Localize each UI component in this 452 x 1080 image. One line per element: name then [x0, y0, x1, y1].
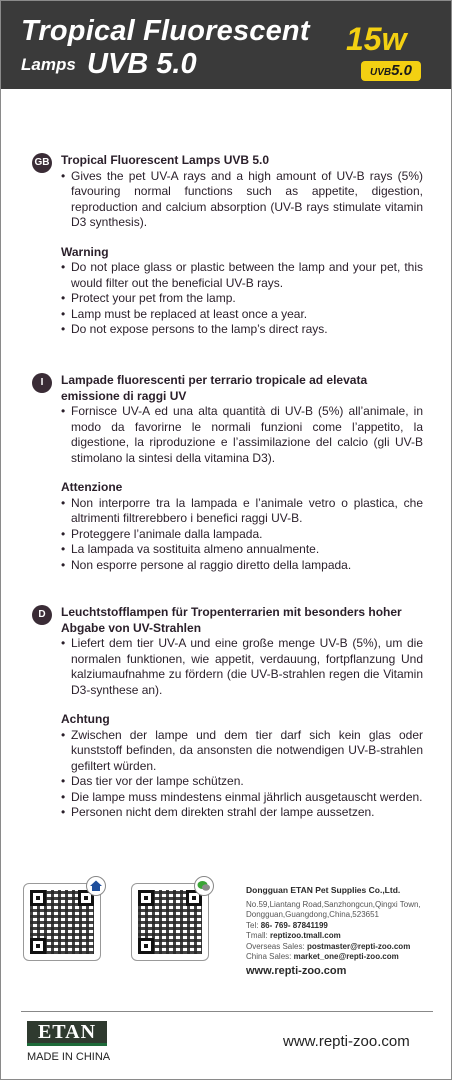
- language-badge-gb: GB: [32, 153, 52, 173]
- header-banner: [1, 1, 452, 89]
- etan-logo: ETAN: [27, 1021, 107, 1046]
- list-item: • Non esporre persone al raggio diretto della lampada.: [61, 558, 423, 574]
- company-china: [246, 952, 446, 963]
- uvb-badge-small: UVB: [370, 67, 392, 78]
- list-item: • Personen nicht dem direkten strahl der lampe aussetzen.: [61, 805, 423, 821]
- tel-label: Tel:: [246, 920, 259, 930]
- company-address-line2: Dongguan,Guangdong,China,523651: [246, 910, 380, 919]
- list-item: • Non interporre tra la lampada e l’animale vetro o plastica, che altrimenti filtrerebbero i benefici raggi UV-B.: [61, 496, 423, 527]
- list-item: • Do not expose persons to the lamp’s direct rays.: [61, 322, 423, 338]
- warning-list: [61, 496, 423, 574]
- china-email[interactable]: market_one@repti-zoo.com: [293, 952, 399, 961]
- warning-list: [61, 728, 423, 821]
- warning-list: [61, 260, 423, 338]
- footer-website-link[interactable]: www.repti-zoo.com: [283, 1033, 410, 1050]
- list-item: • Do not place glass or plastic between the lamp and your pet, this would filter out the beneficial UV-B rays.: [61, 260, 423, 291]
- wattage-label: 15w: [346, 21, 407, 57]
- section-title: Leuchtstofflampen für Tropenterrarien mit besonders hoher Abgabe von UV-Strahlen: [61, 605, 402, 635]
- list-item: • Proteggere l’animale dalla lampada.: [61, 527, 423, 543]
- product-title-uvb: UVB 5.0: [87, 48, 197, 80]
- intro-list: [61, 636, 423, 698]
- list-item: • Die lampe muss mindestens einmal jährlich ausgetauscht werden.: [61, 790, 423, 806]
- list-item: • Liefert dem tier UV-A und eine große menge UV-B (5%), um die normalen funktionen, wie appetit, verdauung, fortpflanzung Und kalziumaufnahme zu fördern (die UV-B-strahlen regen die Vitamin D3-synthese an).: [61, 636, 423, 698]
- list-item: • Zwischen der lampe und dem tier darf sich kein glas oder kunststoff befinden, da ansonsten die notwendigen UV-B-strahlen gefiltert würden.: [61, 728, 423, 775]
- website-qr-code[interactable]: [23, 883, 101, 961]
- footer-divider: [21, 1011, 433, 1012]
- intro-list: [61, 169, 423, 231]
- company-tmall: [246, 931, 446, 942]
- company-website[interactable]: www.repti-zoo.com: [246, 964, 347, 977]
- list-item: • Gives the pet UV-A rays and a high amount of UV-B rays (5%) favouring normal functions such as appetite, digestion, reproduction and calcium absorption (UV-B rays stimulate vitamin D3 synthesis).: [61, 169, 423, 231]
- product-title-lamps: Lamps: [21, 55, 76, 74]
- section-english: [34, 153, 423, 338]
- product-title-line1: Tropical Fluorescent: [21, 15, 310, 47]
- china-label: China Sales:: [246, 952, 292, 961]
- overseas-email[interactable]: postmaster@repti-zoo.com: [306, 941, 411, 951]
- warning-title: Attenzione: [61, 480, 123, 494]
- uvb-badge: [361, 61, 421, 81]
- section-german: [39, 605, 423, 821]
- made-in-label: MADE IN CHINA: [27, 1051, 111, 1063]
- company-tel: [246, 921, 446, 932]
- company-info: [246, 885, 446, 976]
- uvb-badge-big: 5.0: [391, 62, 412, 79]
- list-item: • Fornisce UV-A ed una alta quantità di UV-B (5%) all’animale, in modo da favorirne le normali funzioni come l’appetito, la digestione, la riproduzione e l’assimilazione del calcio (gli UV-B stimolano la sintesi della vitamina D3).: [61, 404, 423, 466]
- company-name: Dongguan ETAN Pet Supplies Co.,Ltd.: [246, 885, 401, 895]
- list-item: • Lamp must be replaced at least once a year.: [61, 307, 423, 323]
- wechat-icon: [194, 876, 214, 896]
- wechat-qr-code[interactable]: [131, 883, 209, 961]
- qr-finder: [138, 938, 154, 954]
- tmall-label: Tmall:: [246, 931, 268, 940]
- qr-finder: [30, 938, 46, 954]
- qr-finder: [30, 890, 46, 906]
- tmall-value[interactable]: reptizoo.tmall.com: [270, 931, 341, 940]
- intro-list: [61, 404, 423, 466]
- list-item: • Das tier vor der lampe schützen.: [61, 774, 423, 790]
- language-badge-d: D: [32, 605, 52, 625]
- overseas-label: Overseas Sales:: [246, 941, 305, 951]
- section-italian: [39, 373, 423, 573]
- warning-title: Warning: [61, 244, 109, 259]
- tel-value: 86- 769- 87841199: [260, 920, 328, 930]
- company-address-line1: No.59,Liantang Road,Sanzhongcun,Qingxi Town,: [246, 899, 421, 909]
- qr-finder: [138, 890, 154, 906]
- section-title: Lampade fluorescenti per terrario tropicale ad elevata emissione di raggi UV: [61, 373, 368, 403]
- language-badge-i: I: [32, 373, 52, 393]
- warning-title: Achtung: [61, 712, 110, 726]
- company-overseas: [246, 942, 446, 953]
- section-title: Tropical Fluorescent Lamps UVB 5.0: [61, 153, 270, 167]
- list-item: • Protect your pet from the lamp.: [61, 291, 423, 307]
- home-icon: [86, 876, 106, 896]
- list-item: • La lampada va sostituita almeno annualmente.: [61, 542, 423, 558]
